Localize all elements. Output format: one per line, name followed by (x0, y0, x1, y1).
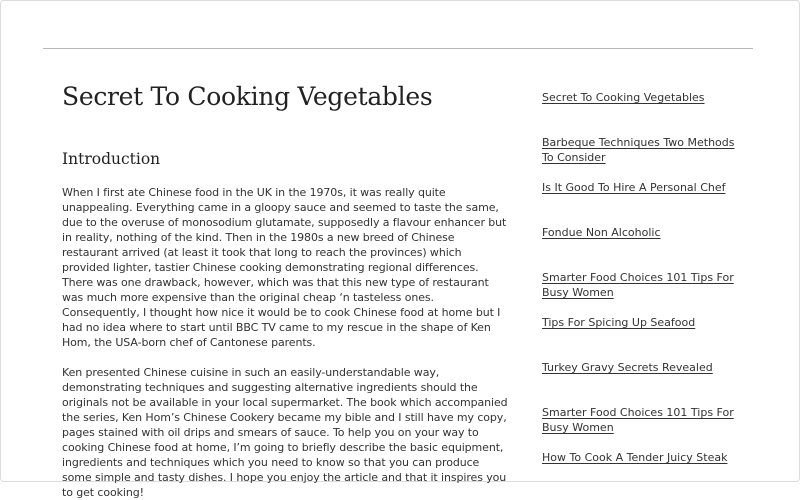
article-paragraph: When I first ate Chinese food in the UK in the 1970s, it was really quite unappealing. Everything came in a gloopy sauce and seemed to taste the same, due to the overuse of monosodium glutamate, supposedly a flavour enhancer but in reality, nothing of the kind. Then in the 1980s a new breed of Chinese restaurant arrived (at least it took that long to reach the provinces) which provided lighter, tastier Chinese cooking demonstrating regional differences. There was one drawback, however, which was that this new type of restaurant was much more expensive than the original cheap ‘n tasteless ones. Consequently, I thought how nice it would be to cook Chinese food at home but I had no idea where to start until BBC TV came to my rescue in the shape of Ken Hom, the USA-born chef of Cantonese parents. (62, 186, 507, 349)
sidebar-link[interactable]: Fondue Non Alcoholic (542, 226, 661, 239)
sidebar-link[interactable]: Turkey Gravy Secrets Revealed (542, 361, 713, 374)
header-divider (43, 48, 753, 49)
sidebar-link[interactable]: How To Cook A Tender Juicy Steak (542, 451, 728, 464)
page-title: Secret To Cooking Vegetables (62, 82, 433, 111)
sidebar-link[interactable]: Barbeque Techniques Two Methods To Consider (542, 136, 735, 164)
sidebar-link[interactable]: Secret To Cooking Vegetables (542, 91, 705, 104)
sidebar-link[interactable]: Smarter Food Choices 101 Tips For Busy Women (542, 271, 734, 299)
section-heading-introduction: Introduction (62, 150, 161, 168)
sidebar-link[interactable]: Smarter Food Choices 101 Tips For Busy Women (542, 406, 734, 434)
sidebar-link[interactable]: Is It Good To Hire A Personal Chef (542, 181, 726, 194)
sidebar-link[interactable]: Tips For Spicing Up Seafood (542, 316, 696, 329)
article-content (62, 77, 512, 500)
article-paragraph: Ken presented Chinese cuisine in such an easily-understandable way, demonstrating techniques and suggesting alternative ingredients should the originals not be available in your local supermarket. The book which accompanied the series, Ken Hom’s Chinese Cookery became my bible and I still have my copy, pages stained with oil drips and smears of sauce. To help you on your way to cooking Chinese food at home, I’m going to briefly describe the basic equipment, ingredients and techniques which you need to know so that you can produce some simple and tasty dishes. I hope you enjoy the article and that it inspires you to get cooking! (62, 366, 508, 499)
